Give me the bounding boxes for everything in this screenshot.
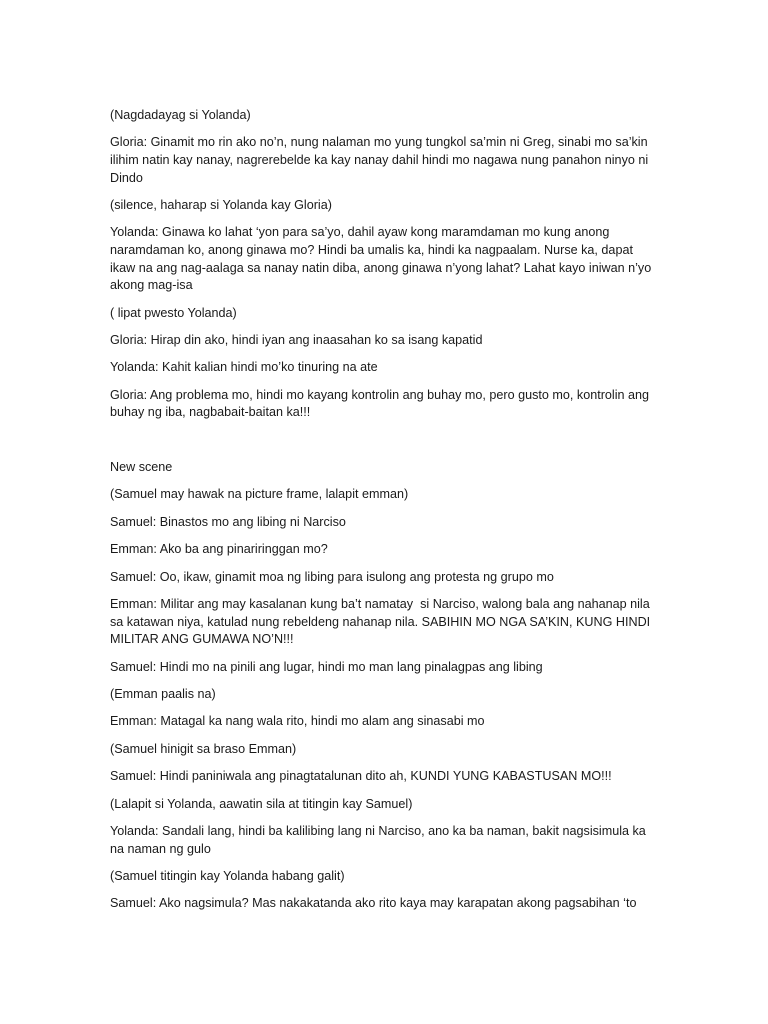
dialogue-line: Yolanda: Kahit kalian hindi mo’ko tinuring na ate — [110, 360, 378, 375]
stage-direction: (Samuel titingin kay Yolanda habang galit) — [110, 868, 345, 883]
blank-line — [110, 432, 658, 450]
stage-direction: (Emman paalis na) — [110, 687, 216, 701]
dialogue-line: Gloria: Ang problema mo, hindi mo kayang kontrolin ang buhay mo, pero gusto mo, kontrolin ang buhay ng iba, nagbabait-baitan ka!!! — [110, 387, 657, 420]
dialogue-line: Samuel: Hindi mo na pinili ang lugar, hindi mo man lang pinalagpas ang libing — [110, 659, 543, 674]
dialogue-line: Gloria: Hirap din ako, hindi iyan ang inaasahan ko sa isang kapatid — [110, 332, 483, 347]
dialogue-line: Gloria: Ginamit mo rin ako no’n, nung nalaman mo yung tungkol sa’min ni Greg, sinabi mo sa’kin ilihim natin kay nanay, nagrerebelde ka kay nanay dahil hindi mo nagawa nung panahon ninyo ni Dindo — [110, 135, 652, 185]
stage-direction: ( lipat pwesto Yolanda) — [110, 305, 237, 320]
dialogue-line: Yolanda: Sandali lang, hindi ba kalilibing lang ni Narciso, ano ka ba naman, bakit nagsisimula ka na naman ng gulo — [110, 823, 650, 856]
scene-heading: New scene — [110, 460, 173, 475]
document-page — [110, 107, 658, 923]
stage-direction: (Samuel hinigit sa braso Emman) — [110, 741, 297, 756]
stage-direction: (Samuel may hawak na picture frame, lalapit emman) — [110, 487, 409, 502]
dialogue-line: Samuel: Binastos mo ang libing ni Narciso — [110, 514, 346, 529]
dialogue-line: Emman: Matagal ka nang wala rito, hindi mo alam ang sinasabi mo — [110, 714, 485, 729]
dialogue-line: Emman: Ako ba ang pinariringgan mo? — [110, 542, 328, 557]
dialogue-line: Samuel: Ako nagsimula? Mas nakakatanda ako rito kaya may karapatan akong pagsabihan ‘to — [110, 896, 637, 911]
dialogue-line: Samuel: Oo, ikaw, ginamit moa ng libing para isulong ang protesta ng grupo mo — [110, 569, 554, 584]
stage-direction: (silence, haharap si Yolanda kay Gloria) — [110, 197, 332, 212]
dialogue-line: Emman: Militar ang may kasalanan kung ba’t namatay si Narciso, walong bala ang nahanap nila sa katawan niya, katulad nung rebeldeng nahanap nila. SABIHIN MO NGA SA’KIN, KUNG HINDI MILITAR ANG GUMAWA NO’N!!! — [110, 597, 654, 647]
stage-direction: (Lalapit si Yolanda, aawatin sila at titingin kay Samuel) — [110, 796, 413, 811]
stage-direction: (Nagdadayag si Yolanda) — [110, 108, 251, 122]
dialogue-line: Samuel: Hindi paniniwala ang pinagtatalunan dito ah, KUNDI YUNG KABASTUSAN MO!!! — [110, 769, 612, 784]
dialogue-line: Yolanda: Ginawa ko lahat ‘yon para sa’yo, dahil ayaw kong maramdaman mo kung anong naramdaman ko, anong ginawa mo? Hindi ba umalis ka, hindi ka nagpaalam. Nurse ka, dapat ikaw na ang nag-aalaga sa nanay natin diba, anong ginawa n’yong lahat? Lahat kayo iniwan n’yo akong mag-isa — [110, 225, 655, 293]
